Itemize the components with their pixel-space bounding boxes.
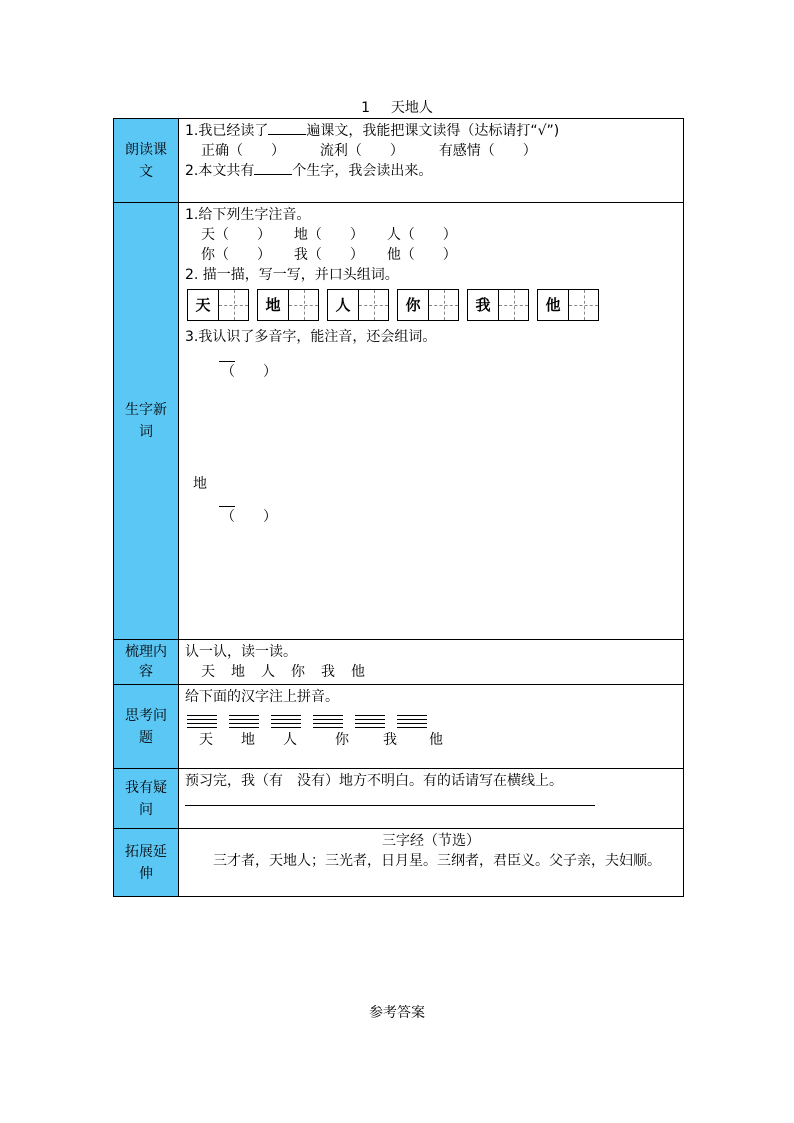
label-questions: 我有疑问 (114, 769, 179, 829)
grid-char: 你 (405, 296, 421, 314)
pinyin-line[interactable] (397, 715, 427, 728)
write-cell[interactable] (498, 290, 528, 320)
pinyin-item: 我（ ） (293, 247, 364, 263)
grid-char: 天 (195, 296, 211, 314)
pinyin-line[interactable] (271, 715, 301, 728)
pinyin-lines (187, 715, 677, 728)
answer-line[interactable] (185, 793, 595, 806)
label-extension: 拓展延伸 (114, 829, 179, 897)
count-blank[interactable] (254, 161, 292, 175)
times-blank[interactable] (268, 121, 306, 135)
lesson-number: 1 (361, 100, 370, 116)
answer-key-heading: 参考答案 (369, 1005, 425, 1021)
grid-char: 我 (475, 296, 491, 314)
row-new-words (114, 203, 684, 640)
content-sorting: 认一认，读一读。 天 地 人 你 我 他 (179, 640, 684, 685)
content-new-words: 1.给下列生字注音。 天（ ） 地（ ） 人（ ） 你（ ） 我（ ） 他（ ） 2. 描一描，写一写，并口头组词。 天 地 人 你 我 他 3.我认识了多音字，能注音，还会组词。 （ ） 地 （ ） (179, 203, 684, 640)
content-thinking: 给下面的汉字注上拼音。 天 地 人 你 我 他 (179, 685, 684, 769)
worksheet-table (113, 118, 684, 897)
page-title (0, 99, 794, 117)
lesson-title: 天地人 (390, 100, 433, 116)
write-cell[interactable] (428, 290, 458, 320)
content-questions: 预习完，我（有 没有）地方不明白。有的话请写在横线上。 (179, 769, 684, 829)
char-grid (467, 289, 529, 321)
char-grid (187, 289, 249, 321)
grid-char: 地 (265, 296, 281, 314)
label-sorting: 梳理内容 (114, 640, 179, 685)
writing-grid (187, 289, 677, 321)
write-cell[interactable] (568, 290, 598, 320)
content-extension (179, 829, 684, 897)
pinyin-item: 天（ ） (201, 227, 271, 243)
char-grid (257, 289, 319, 321)
write-cell[interactable] (218, 290, 248, 320)
option-emotion[interactable]: 有感情（ ） (438, 143, 537, 159)
write-cell[interactable] (358, 290, 388, 320)
char-grid (327, 289, 389, 321)
row-thinking (114, 685, 684, 769)
char-grid (397, 289, 459, 321)
word-paren: （ ） (221, 364, 277, 380)
pinyin-line[interactable] (229, 715, 259, 728)
pinyin-blank[interactable] (219, 498, 235, 507)
grid-char: 人 (335, 296, 351, 314)
label-new-words: 生字新词 (114, 203, 179, 640)
pinyin-blank[interactable] (219, 353, 235, 362)
row-extension (114, 829, 684, 897)
extension-heading: 三字经（节选） (382, 833, 480, 849)
extension-text: 三才者，天地人；三光者，日月星。三纲者，君臣义。父子亲，夫妇顺。 (213, 853, 661, 869)
pinyin-item: 地（ ） (293, 227, 364, 243)
word-paren: （ ） (221, 509, 277, 525)
pinyin-item: 你（ ） (201, 247, 271, 263)
polyphonic-char: 地 (193, 476, 207, 492)
pinyin-line[interactable] (355, 715, 385, 728)
content-reading: 1.我已经读了 遍课文，我能把课文读得（达标请打“√”) 正确（ ） 流利（ ） 有感情（ ） 2.本文共有 个生字，我会读出来。 (179, 119, 684, 203)
write-cell[interactable] (288, 290, 318, 320)
pinyin-line[interactable] (313, 715, 343, 728)
row-questions (114, 769, 684, 829)
label-reading: 朗读课文 (114, 119, 179, 203)
row-reading (114, 119, 684, 203)
option-fluent[interactable]: 流利（ ） (319, 143, 404, 159)
pinyin-item: 人（ ） (386, 227, 457, 243)
label-thinking: 思考问题 (114, 685, 179, 769)
char-grid (537, 289, 599, 321)
pinyin-line[interactable] (187, 715, 217, 728)
row-sorting (114, 640, 684, 685)
option-correct[interactable]: 正确（ ） (201, 143, 285, 159)
grid-char: 他 (545, 296, 561, 314)
pinyin-item: 他（ ） (386, 247, 457, 263)
